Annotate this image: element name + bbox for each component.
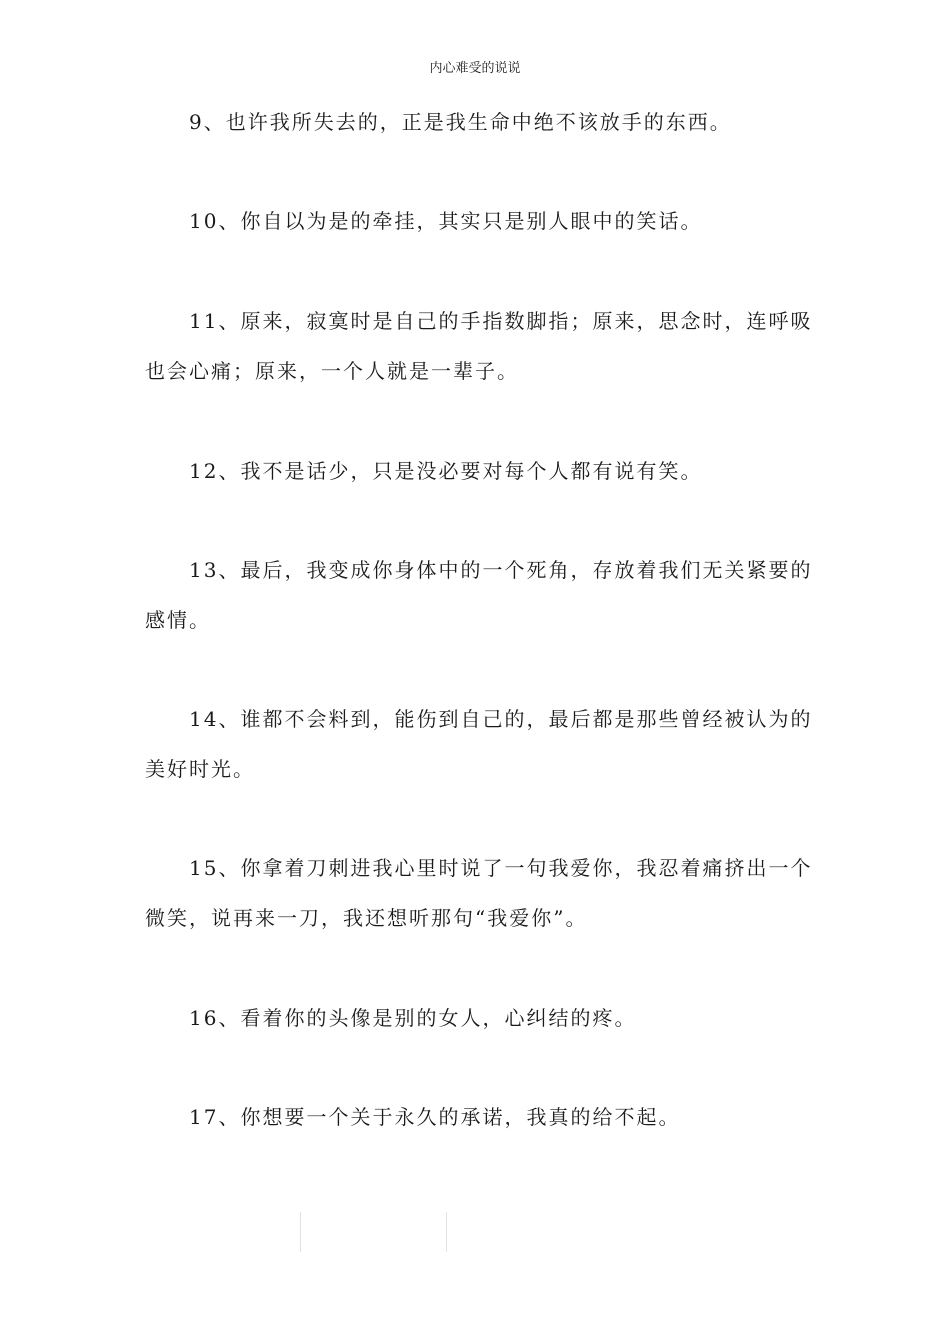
- paragraph-11: 11、原来，寂寞时是自己的手指数脚指；原来，思念时，连呼吸也会心痛；原来，一个人就是一辈子。: [145, 309, 813, 383]
- paragraph-17: 17、你想要一个关于永久的承诺，我真的给不起。: [189, 1105, 681, 1129]
- paragraph-15: 15、你拿着刀刺进我心里时说了一句我爱你，我忍着痛挤出一个微笑，说再来一刀，我还想听那句“我爱你”。: [145, 856, 813, 930]
- paragraph-14: 14、谁都不会料到，能伤到自己的，最后都是那些曾经被认为的美好时光。: [145, 707, 813, 781]
- footer-divider-left: [300, 1212, 301, 1252]
- paragraph-12: 12、我不是话少，只是没必要对每个人都有说有笑。: [189, 459, 703, 483]
- paragraph-16: 16、看着你的头像是别的女人，心纠结的疼。: [189, 1006, 637, 1030]
- paragraph-9: 9、也许我所失去的，正是我生命中绝不该放手的东西。: [189, 110, 732, 134]
- paragraph-13: 13、最后，我变成你身体中的一个死角，存放着我们无关紧要的感情。: [145, 558, 813, 632]
- paragraph-10: 10、你自以为是的牵挂，其实只是别人眼中的笑话。: [189, 209, 703, 233]
- footer-divider-right: [446, 1212, 447, 1252]
- footer-divider-marks: [300, 1212, 447, 1252]
- page-header-title: 内心难受的说说: [429, 61, 521, 76]
